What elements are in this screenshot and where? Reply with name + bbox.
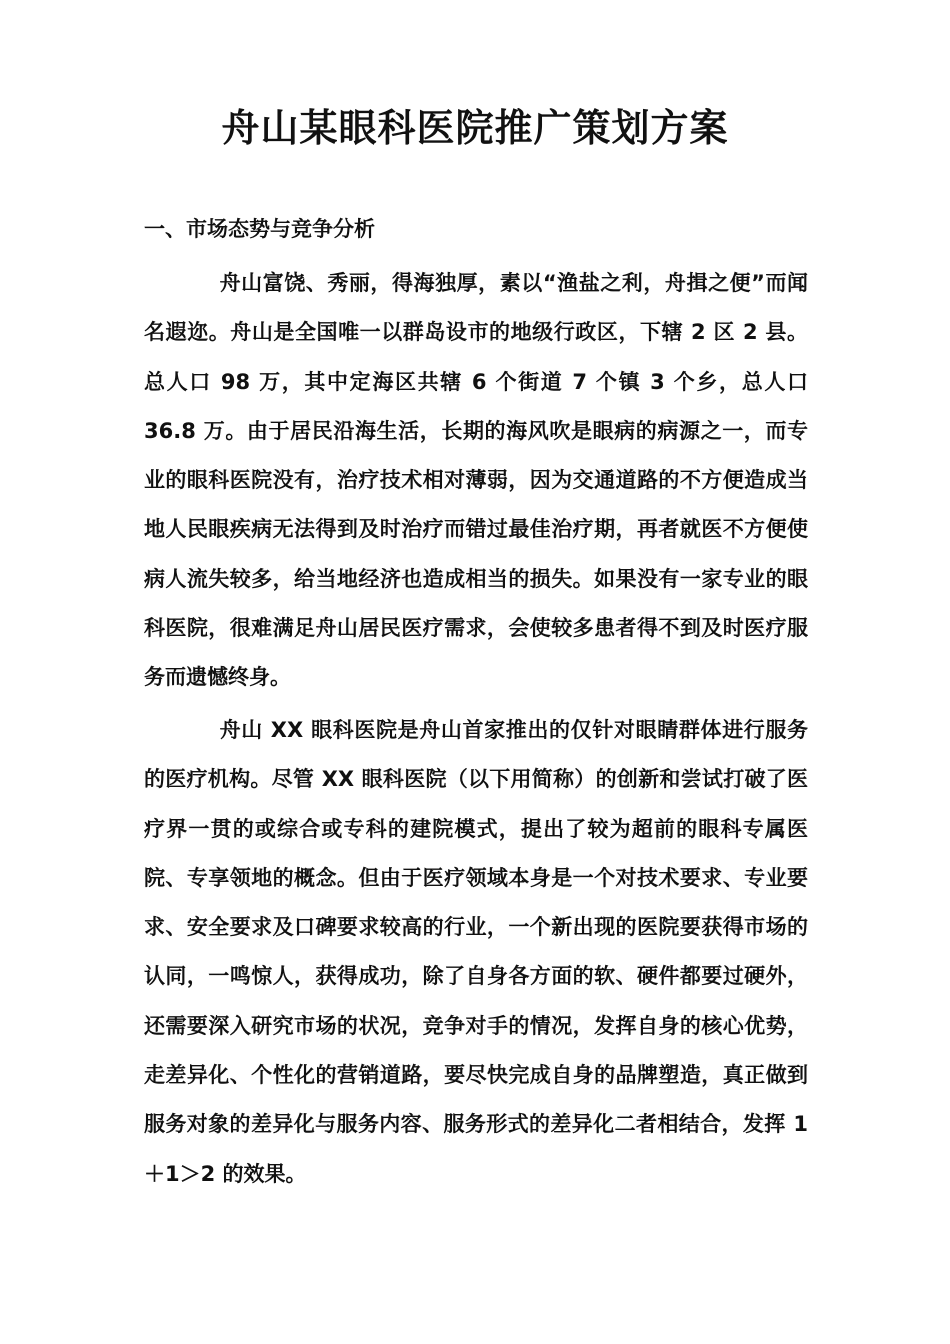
section-heading: 一、市场态势与竞争分析	[144, 217, 375, 241]
paragraph-market-situation: 舟山富饶、秀丽，得海独厚，素以“渔盐之利，舟揖之便”而闻名遐迩。舟山是全国唯一以群岛设市的地级行政区，下辖 2 区 2 县。总人口 98 万，其中定海区共辖 6 个街道 7 个镇 3 个乡，总人口 36.8 万。由于居民沿海生活，长期的海风吹是眼病的病源之一，而专业的眼科医院没有，治疗技术相对薄弱，因为交通道路的不方便造成当地人民眼疾病无法得到及时治疗而错过最佳治疗期，再者就医不方便使病人流失较多，给当地经济也造成相当的损失。如果没有一家专业的眼科医院，很难满足舟山居民医疗需求，会使较多患者得不到及时医疗服务而遗憾终身。	[144, 271, 808, 690]
paragraph-hospital-positioning: 舟山 XX 眼科医院是舟山首家推出的仅针对眼睛群体进行服务的医疗机构。尽管 XX 眼科医院（以下用简称）的创新和尝试打破了医疗界一贯的或综合或专科的建院模式，提出了较为超前的眼科专属医院、专享领地的概念。但由于医疗领域本身是一个对技术要求、专业要求、安全要求及口碑要求较高的行业，一个新出现的医院要获得市场的认同，一鸣惊人，获得成功，除了自身各方面的软、硬件都要过硬外，还需要深入研究市场的状况，竞争对手的情况，发挥自身的核心优势，走差异化、个性化的营销道路，要尽快完成自身的品牌塑造，真正做到服务对象的差异化与服务内容、服务形式的差异化二者相结合，发挥 1＋1＞2 的效果。	[144, 718, 808, 1186]
document-title: 舟山某眼科医院推广策划方案	[221, 106, 729, 150]
